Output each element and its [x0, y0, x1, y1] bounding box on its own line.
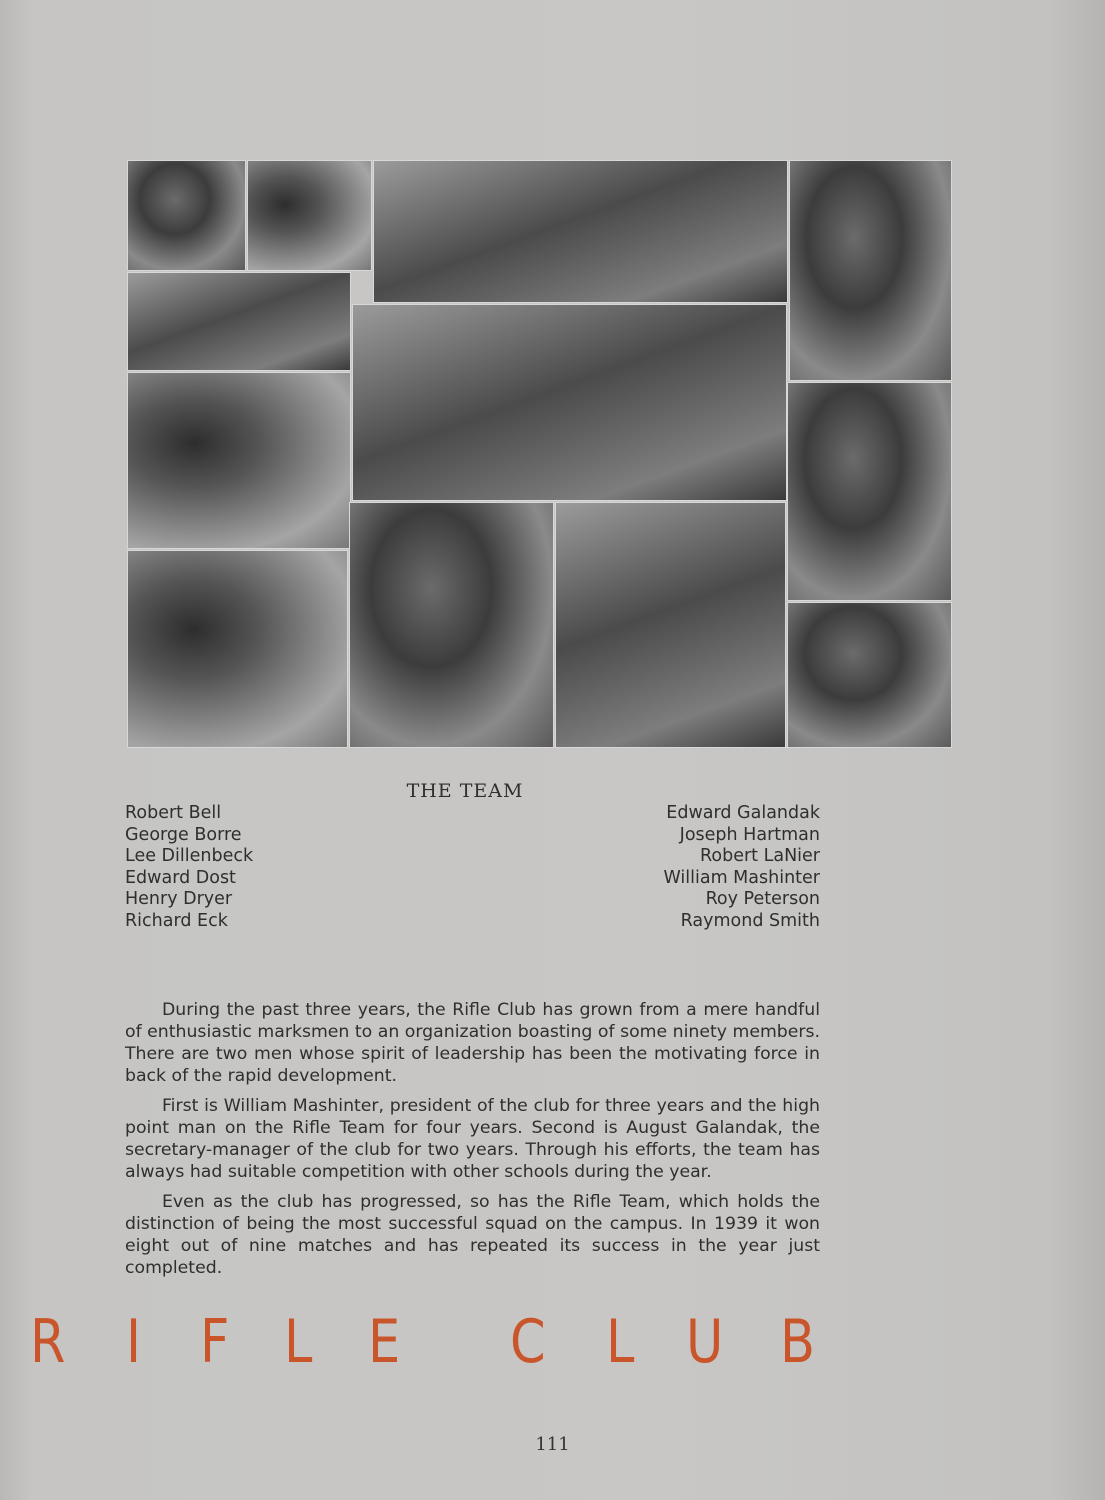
- title-letter: I: [126, 1307, 142, 1377]
- title-letter: F: [200, 1307, 230, 1377]
- team-member: Raymond Smith: [680, 910, 820, 931]
- photo-marksman-11: [555, 502, 786, 748]
- team-member: Joseph Hartman: [679, 824, 820, 845]
- title-letter: L: [284, 1307, 313, 1377]
- paragraph: Even as the club has progressed, so has the Rifle Team, which holds the distinction of being the most successful squad on the campus. In 1939 it won eight out of nine matches and has repeated its success in the year just completed.: [125, 1192, 820, 1278]
- team-member: George Borre: [125, 824, 242, 845]
- team-member: Edward Dost: [125, 867, 236, 888]
- photo-marksman-7: [127, 372, 351, 549]
- paragraph: First is William Mashinter, president of the club for three years and the high point man on the Rifle Team for four years. Second is August Galandak, the secretary-manager of the club for two years. Through his efforts, the team has always had suitable competition with other schools during the year.: [125, 1096, 820, 1182]
- photo-marksman-10: [349, 502, 554, 748]
- title-letter: E: [368, 1307, 401, 1377]
- team-member: Edward Galandak: [666, 803, 820, 823]
- article-body: [125, 999, 820, 1287]
- page-number: 111: [535, 1434, 570, 1455]
- photo-marksman-8: [787, 382, 952, 601]
- team-member: Richard Eck: [125, 910, 228, 931]
- photo-marksman-5: [127, 272, 351, 371]
- team-member: Lee Dillenbeck: [125, 846, 254, 866]
- photo-marksman-9: [127, 550, 348, 748]
- title-letter: B: [780, 1307, 815, 1377]
- title-letter: U: [686, 1307, 724, 1377]
- team-heading: THE TEAM: [406, 780, 524, 802]
- team-list-left: [125, 803, 253, 932]
- photo-marksman-6: [352, 304, 787, 501]
- photo-marksman-12: [787, 602, 952, 748]
- team-member: Robert Bell: [125, 803, 222, 823]
- title-letter: L: [606, 1307, 635, 1377]
- photo-marksman-3: [373, 160, 788, 303]
- photo-marksman-1: [127, 160, 246, 271]
- team-member: Henry Dryer: [125, 889, 233, 909]
- team-member: Roy Peterson: [705, 889, 820, 909]
- photo-marksman-4: [789, 160, 952, 381]
- team-member: William Mashinter: [663, 867, 820, 888]
- team-list-right: [663, 803, 820, 932]
- team-member: Robert LaNier: [700, 846, 820, 866]
- paragraph: During the past three years, the Rifle Club has grown from a mere handful of enthusiastic marksmen to an organization boasting of some ninety members. There are two men whose spirit of leadership has been the motivating force in back of the rapid development.: [125, 1000, 820, 1086]
- photo-marksman-2: [247, 160, 372, 271]
- title-letter: R: [30, 1307, 66, 1377]
- title-letter: C: [510, 1307, 546, 1377]
